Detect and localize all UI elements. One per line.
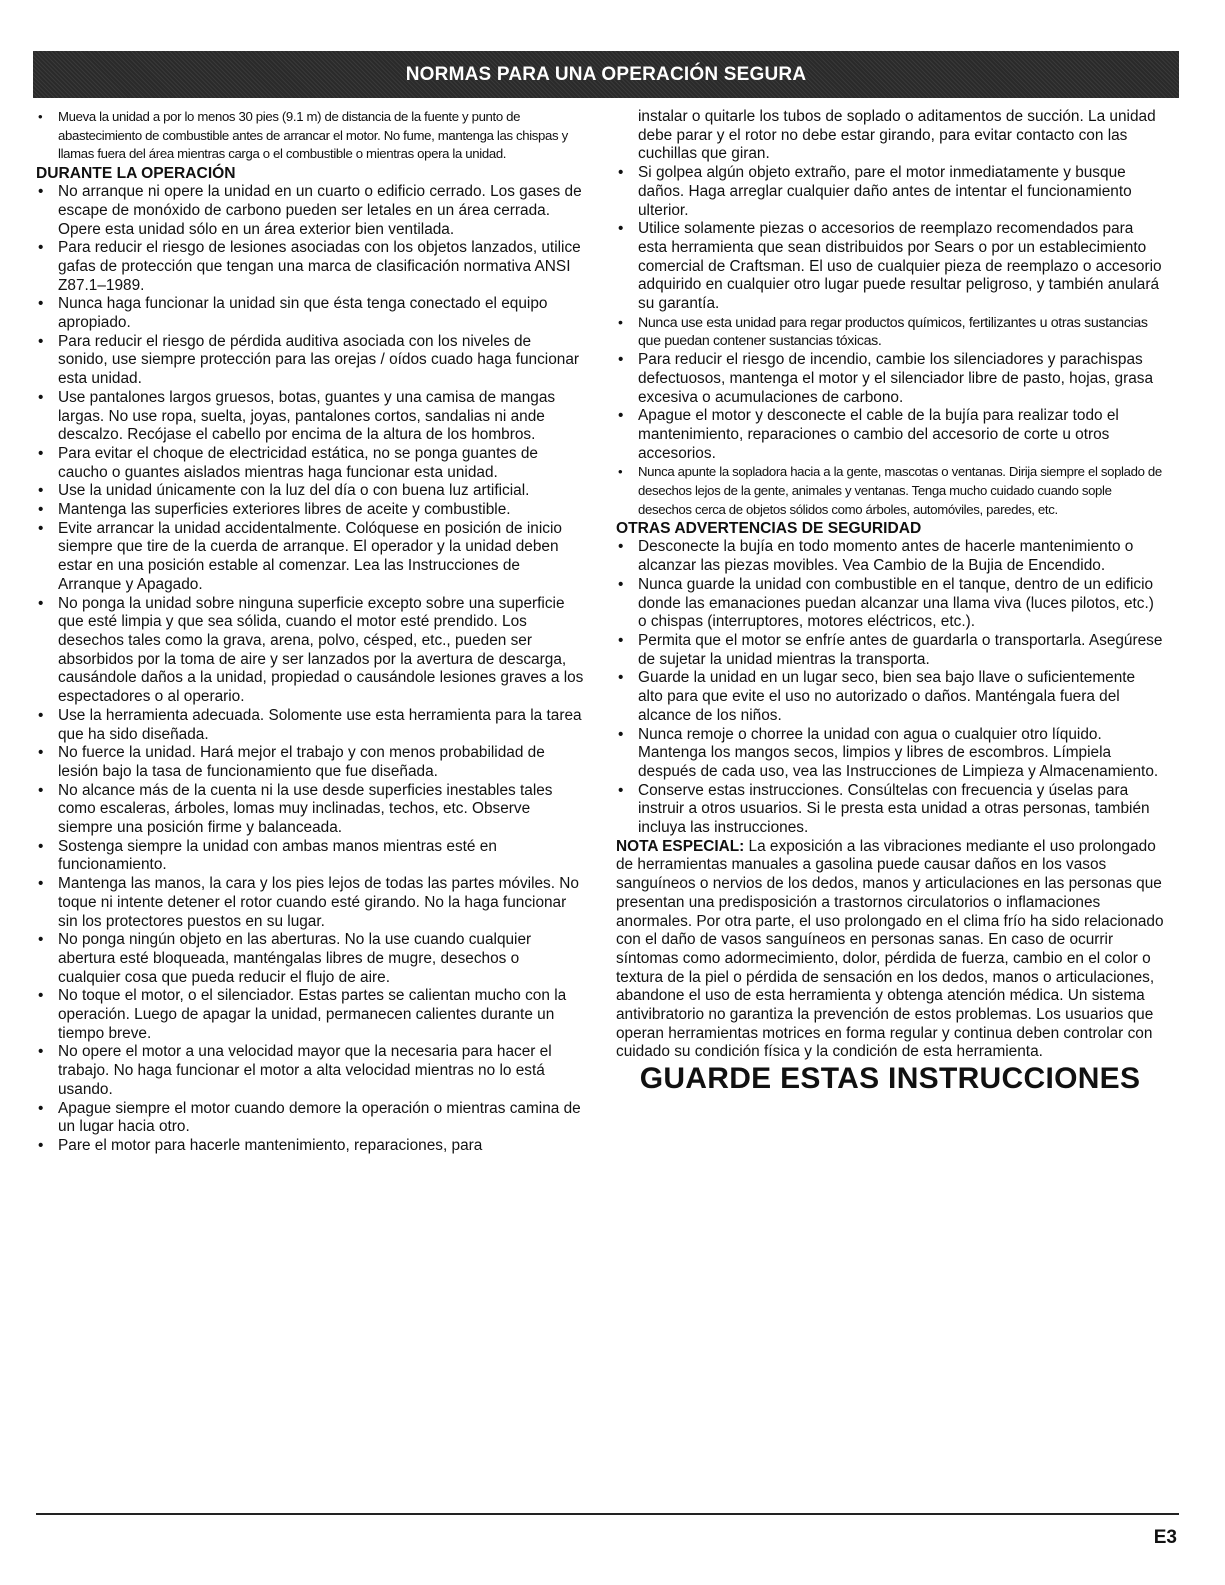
left-column xyxy=(36,108,584,1156)
page-number: E3 xyxy=(1153,1527,1177,1548)
section-heading: DURANTE LA OPERACIÓN xyxy=(36,165,236,183)
list-item: • Guarde la unidad en un lugar seco, bien sea bajo llave o suficientemente alto para que evite el uso no autorizado o daños. Manténgala fuera del alcance de los niños. xyxy=(616,669,1164,725)
list-item: • Apague siempre el motor cuando demore la operación o mientras camina de un lugar hacia otro. xyxy=(36,1100,584,1137)
list-item: • Nunca apunte la sopladora hacia a la gente, mascotas o ventanas. Dirija siempre el soplado de desechos lejos de la gente, animales y ventanas. Tenga mucho cuidado cuando sople desechos cerca de objetos sólidos como árboles, automóviles, paredes, etc. xyxy=(616,463,1164,519)
list-item: • Utilice solamente piezas o accesorios de reemplazo recomendados para esta herramienta que sean distribuidos por Sears o por un establecimiento comercial de Craftsman. El uso de cualquier pieza de reemplazo o accesorio adquirido en cualquier otro lugar puede resultar peligroso, y también anulará su garantía. xyxy=(616,220,1164,314)
special-note-text: La exposición a las vibraciones mediante el uso prolongado de herramientas manuales a gasolina puede causar daños en los vasos sanguíneos o nervios de los dedos, manos y articulaciones en las personas que presentan una predisposición a trastornos circulatorios o inflamaciones anormales. Por otra parte, el uso prolongado en el clima frío ha sido relacionado con el daño de vasos sanguíneos en personas sanas. En caso de ocurrir síntomas como adormecimiento, dolor, pérdida de fuerza, cambio en el color o textura de la piel o pérdida de sensación en los dedos, manos o articulaciones, abandone el uso de esta herramienta y obtenga atención médica. Un sistema antivibratorio no garantiza la prevención de estos problemas. Los usuarios que operan herramientas motrices en forma regular y continua deben controlar con cuidado su condición física y la condición de esta herramienta. xyxy=(616,837,1164,1061)
section-heading: OTRAS ADVERTENCIAS DE SEGURIDAD xyxy=(616,520,922,538)
list-item: • Para reducir el riesgo de incendio, cambie los silenciadores y parachispas defectuosos, mantenga el motor y el silenciador libre de pasto, hojas, grasa excesiva o acumulaciones de carbono. xyxy=(616,351,1164,407)
list-item: • Use la unidad únicamente con la luz del día o con buena luz artificial. xyxy=(36,482,584,501)
list-item: • No opere el motor a una velocidad mayor que la necesaria para hacer el trabajo. No haga funcionar el motor a alta velocidad mientras no lo está usando. xyxy=(36,1043,584,1099)
continued-list-item: instalar o quitarle los tubos de soplado o aditamentos de succión. La unidad debe parar y el rotor no debe estar girando, para evitar contacto con las cuchillas que giran. xyxy=(638,108,1156,163)
list-item: • Para reducir el riesgo de pérdida auditiva asociada con los niveles de sonido, use siempre protección para las orejas / oídos cuado haga funcionar esta unidad. xyxy=(36,333,584,389)
list-item: • Nunca remoje o chorree la unidad con agua o cualquier otro líquido. Mantenga los mangos secos, limpios y libres de escombros. Límpiela después de cada uso, vea las Instrucciones de Limpieza y Almacenamiento. xyxy=(616,726,1164,782)
list-item: • Si golpea algún objeto extraño, pare el motor inmediatamente y busque daños. Haga arreglar cualquier daño antes de intentar el funcionamiento ulterior. xyxy=(616,164,1164,220)
list-item: • Nunca use esta unidad para regar productos químicos, fertilizantes u otras sustancias que puedan contener sustancias tóxicas. xyxy=(616,314,1164,351)
special-note-label: NOTA ESPECIAL: xyxy=(616,837,745,855)
list-item: • Conserve estas instrucciones. Consúltelas con frecuencia y úselas para instruir a otros usuarios. Si le presta esta unidad a otras personas, también incluya las instrucciones. xyxy=(616,782,1164,838)
list-item: • Use pantalones largos gruesos, botas, guantes y una camisa de mangas largas. No use ropa, suelta, joyas, pantalones cortos, sandalias ni ande descalzo. Recójase el cabello por encima de la altura de los hombros. xyxy=(36,389,584,445)
list-item: • Sostenga siempre la unidad con ambas manos mientras esté en funcionamiento. xyxy=(36,838,584,875)
right-column xyxy=(616,108,1164,1096)
list-item: • Mantenga las manos, la cara y los pies lejos de todas las partes móviles. No toque ni intente detener el rotor cuando esté girando. No la haga funcionar sin los protectores puestos en su lugar. xyxy=(36,875,584,931)
list-item: • No arranque ni opere la unidad en un cuarto o edificio cerrado. Los gases de escape de monóxido de carbono pueden ser letales en un área cerrada. Opere esta unidad sólo en un área exterior bien ventilada. xyxy=(36,183,584,239)
list-item: • Apague el motor y desconecte el cable de la bujía para realizar todo el mantenimiento, reparaciones o cambio del accesorio de corte u otros accesorios. xyxy=(616,407,1164,463)
list-item: • Use la herramienta adecuada. Solomente use esta herramienta para la tarea que ha sido diseñada. xyxy=(36,707,584,744)
list-item: • No alcance más de la cuenta ni la use desde superficies inestables tales como escaleras, árboles, lomas muy inclinadas, techos, etc. Observe siempre una posición firme y balanceada. xyxy=(36,782,584,838)
list-item: • Evite arrancar la unidad accidentalmente. Colóquese en posición de inicio siempre que tire de la cuerda de arranque. El operador y la unidad deben estar en una posición estable al comenzar. Lea las Instrucciones de Arranque y Apagado. xyxy=(36,520,584,595)
list-item: • Mueva la unidad a por lo menos 30 pies (9.1 m) de distancia de la fuente y punto de abastecimiento de combustible antes de arrancar el motor. No fume, mantenga las chispas y llamas fuera del área mientras carga o el combustible o mientras opera la unidad. xyxy=(36,108,584,164)
list-item: • Desconecte la bujía en todo momento antes de hacerle mantenimiento o alcanzar las piezas movibles. Vea Cambio de la Bujia de Encendido. xyxy=(616,538,1164,575)
list-item: • Nunca haga funcionar la unidad sin que ésta tenga conectado el equipo apropiado. xyxy=(36,295,584,332)
footer-rule xyxy=(36,1513,1179,1515)
section-title: NORMAS PARA UNA OPERACIÓN SEGURA xyxy=(405,63,807,85)
list-item: • Nunca guarde la unidad con combustible en el tanque, dentro de un edificio donde las emanaciones puedan alcanzar una llama viva (luces pilotos, etc.) o chispas (interruptores, motores eléctricos, etc.). xyxy=(616,576,1164,632)
list-item: • Permita que el motor se enfríe antes de guardarla o transportarla. Asegúrese de sujetar la unidad mientras la transporta. xyxy=(616,632,1164,669)
list-item: • Para reducir el riesgo de lesiones asociadas con los objetos lanzados, utilice gafas de protección que tengan una marca de clasificación normativa ANSI Z87.1–1989. xyxy=(36,239,584,295)
list-item: • No fuerce la unidad. Hará mejor el trabajo y con menos probabilidad de lesión bajo la tasa de funcionamiento que fue diseñada. xyxy=(36,744,584,781)
list-item: • No ponga la unidad sobre ninguna superficie excepto sobre una superficie que esté limpia y que sea sólida, cuando el motor esté prendido. Los desechos tales como la grava, arena, polvo, césped, etc., pueden ser absorbidos por la toma de aire y ser lanzados por la avertura de descarga, causándole daños a la unidad, propiedad o causándole lesiones graves a los espectadores o al operario. xyxy=(36,595,584,707)
list-item: • Mantenga las superficies exteriores libres de aceite y combustible. xyxy=(36,501,584,520)
section-title-banner xyxy=(33,51,1179,98)
list-item: • No ponga ningún objeto en las aberturas. No la use cuando cualquier abertura esté bloqueada, manténgalas libres de mugre, desechos o cualquier cosa que pueda reducir el flujo de aire. xyxy=(36,931,584,987)
list-item: • Pare el motor para hacerle mantenimiento, reparaciones, para xyxy=(36,1137,584,1156)
list-item: • Para evitar el choque de electricidad estática, no se ponga guantes de caucho o guantes aislados mientras haga funcionar esta unidad. xyxy=(36,445,584,482)
list-item: • No toque el motor, o el silenciador. Estas partes se calientan mucho con la operación. Luego de apagar la unidad, permanecen calientes durante un tiempo breve. xyxy=(36,987,584,1043)
special-note xyxy=(616,838,1164,1062)
closing-title: GUARDE ESTAS INSTRUCCIONES xyxy=(639,1062,1141,1096)
